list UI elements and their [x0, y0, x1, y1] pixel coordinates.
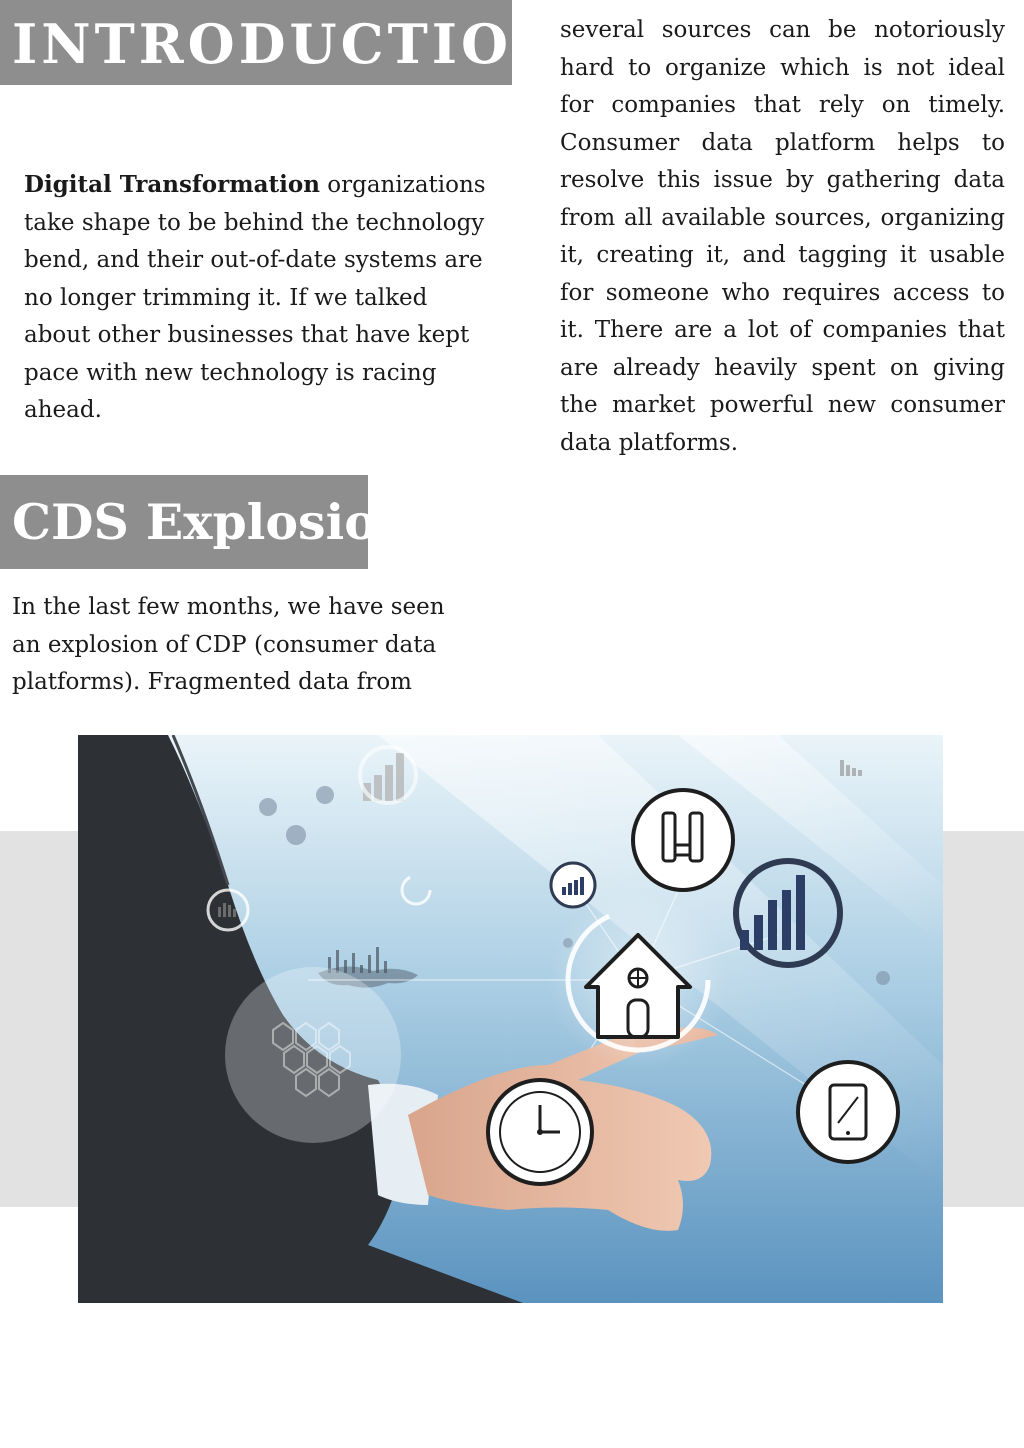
small-chart-badge-icon	[551, 863, 595, 907]
binoculars-icon	[633, 790, 733, 890]
introduction-heading-text: INTRODUCTION	[12, 12, 566, 76]
introduction-paragraph	[24, 166, 494, 430]
introduction-lead-bold: Digital Transformation	[24, 171, 320, 198]
cds-explosion-paragraph: In the last few months, we have seen an explosion of CDP (consumer data platforms). Fragmented data from	[12, 594, 445, 695]
tablet-icon	[798, 1062, 898, 1162]
business-technology-illustration	[78, 735, 943, 1303]
cds-explosion-heading-text: CDS Explosion	[12, 493, 413, 551]
clock-icon	[488, 1080, 592, 1184]
right-column-paragraph: several sources can be notoriously hard to organize which is not ideal for companies that rely on timely. Consumer data platform helps to resolve this issue by gathering data from all available sources, organizing it, creating it, and tagging it usable for someone who requires access to it. There are a lot of companies that are already heavily spent on giving the market powerful new consumer data platforms.	[560, 17, 1005, 456]
introduction-lead-rest: organizations take shape to be behind the technology bend, and their out-of-date systems are no longer trimming it. If we talked about other businesses that have kept pace with new technology is racing ahead.	[24, 172, 486, 423]
cds-explosion-heading	[0, 475, 413, 569]
introduction-heading	[0, 0, 566, 85]
hexagon-grid-icon	[225, 967, 401, 1143]
